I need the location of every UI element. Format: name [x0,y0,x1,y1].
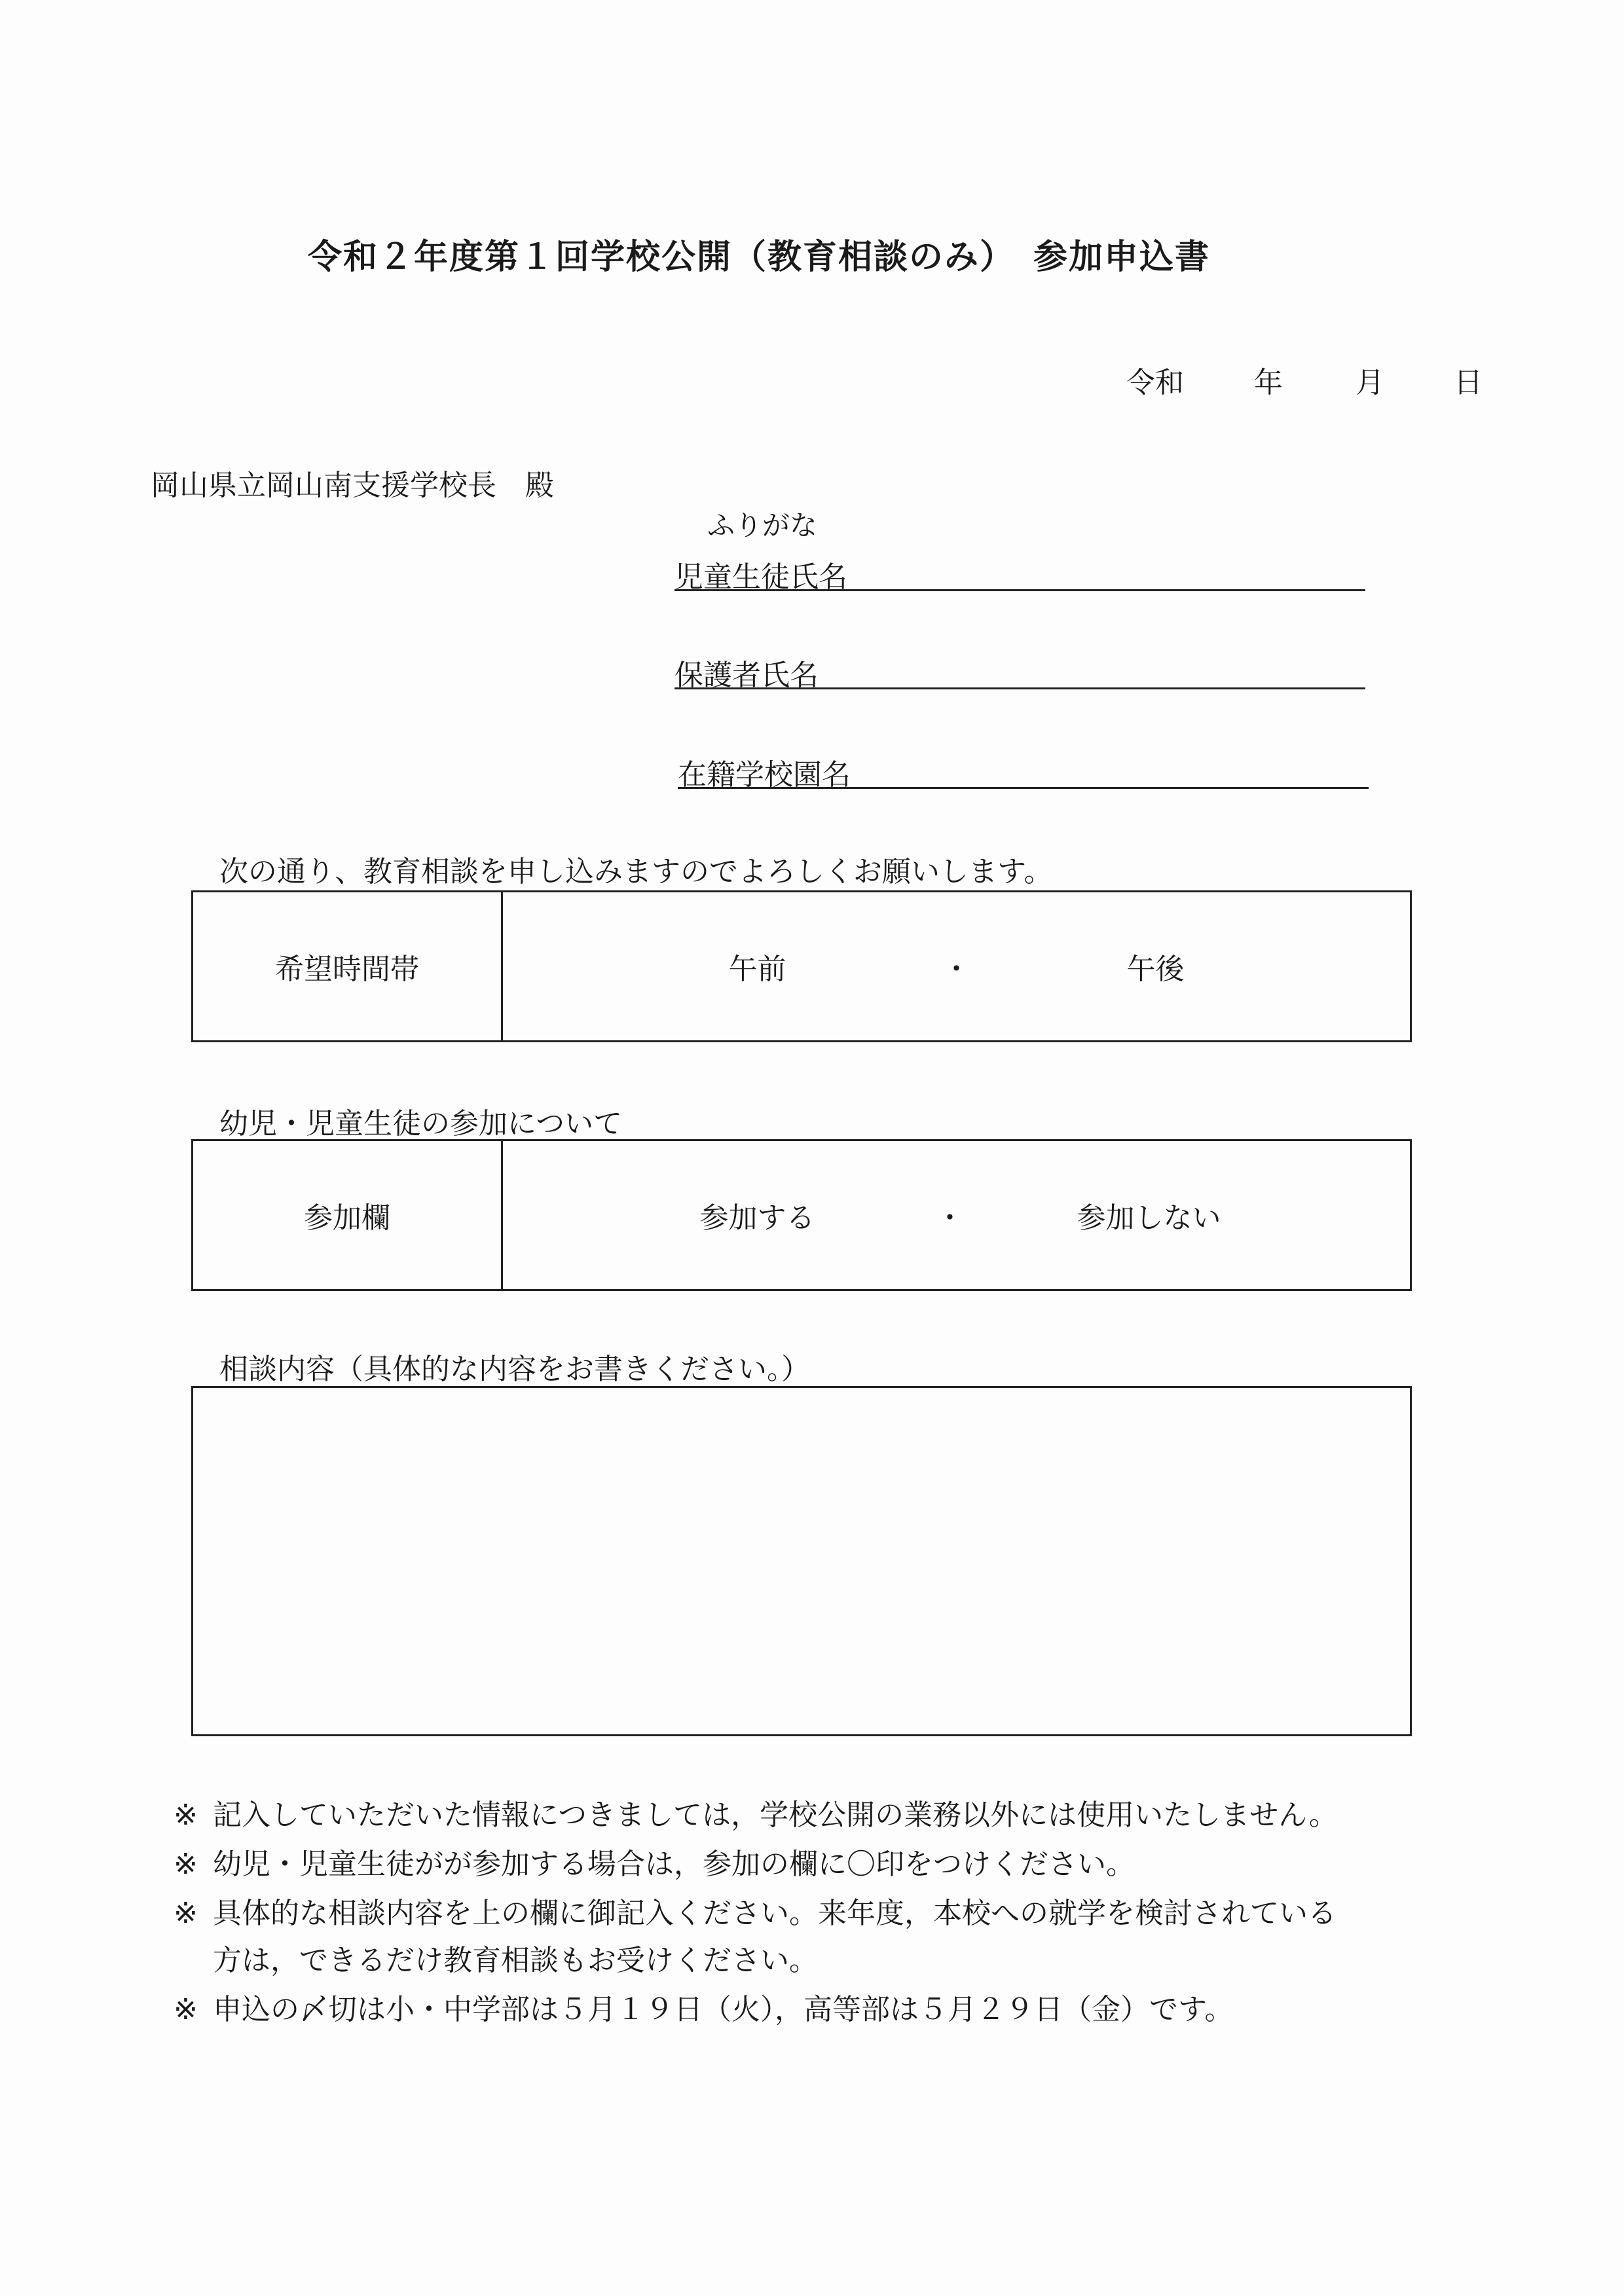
option-pm[interactable]: 午後 [1126,953,1185,986]
option-am[interactable]: 午前 [728,953,786,986]
time-table-label: 希望時間帯 [193,892,502,1042]
school-name-label: 在籍学校園名 [678,758,851,792]
guardian-name-field[interactable] [674,687,1365,689]
time-separator: ・ [942,953,971,986]
note-mark: ※ [174,1798,198,1832]
participation-heading: 幼児・児童生徒の参加について [219,1107,623,1140]
note-mark: ※ [174,1993,198,2026]
participation-separator: ・ [935,1201,965,1235]
addressee: 岡山県立岡山南支援学校長 殿 [151,469,554,502]
date-era: 令和 [1126,366,1184,399]
guardian-name-label: 保護者氏名 [674,659,819,692]
furigana-label: ふりがな [707,509,818,541]
option-not-participate[interactable]: 参加しない [1077,1201,1221,1235]
date-day: 日 [1454,366,1483,399]
note-mark: ※ [174,1848,198,1881]
note-3-continued: 方は，できるだけ教育相談もお受けください。 [213,1944,818,1977]
student-name-field[interactable] [674,589,1365,591]
note-2-text: 幼児・児童生徒がが参加する場合は，参加の欄に〇印をつけください。 [213,1848,1135,1881]
page-title: 令和２年度第１回学校公開（教育相談のみ） 参加申込書 [308,237,1211,277]
time-table [191,890,1412,1042]
note-3 [174,1889,1337,1931]
intro-text: 次の通り、教育相談を申し込みますのでよろしくお願いします。 [219,855,1053,888]
participation-table-options [502,1140,1411,1290]
participation-table-label: 参加欄 [193,1140,502,1290]
student-name-label: 児童生徒氏名 [674,560,847,594]
option-participate[interactable]: 参加する [699,1201,815,1235]
participation-table [191,1139,1412,1291]
date-year: 年 [1254,366,1283,399]
date-month: 月 [1356,366,1384,399]
note-mark: ※ [174,1897,198,1930]
note-4 [174,1986,1233,2028]
school-name-field[interactable] [678,787,1369,789]
time-table-options [502,892,1411,1042]
consult-heading: 相談内容（具体的な内容をお書きください。） [219,1353,810,1386]
note-4-text: 申込の〆切は小・中学部は５月１９日（火），高等部は５月２９日（金）です。 [213,1993,1234,2026]
note-3-text-line1: 具体的な相談内容を上の欄に御記入ください。来年度，本校への就学を検討されている [213,1897,1337,1930]
note-2 [174,1840,1135,1882]
note-1 [174,1791,1338,1833]
note-1-text: 記入していただいた情報につきましては，学校公開の業務以外には使用いたしません。 [213,1798,1338,1832]
consult-content-box[interactable] [191,1386,1412,1736]
